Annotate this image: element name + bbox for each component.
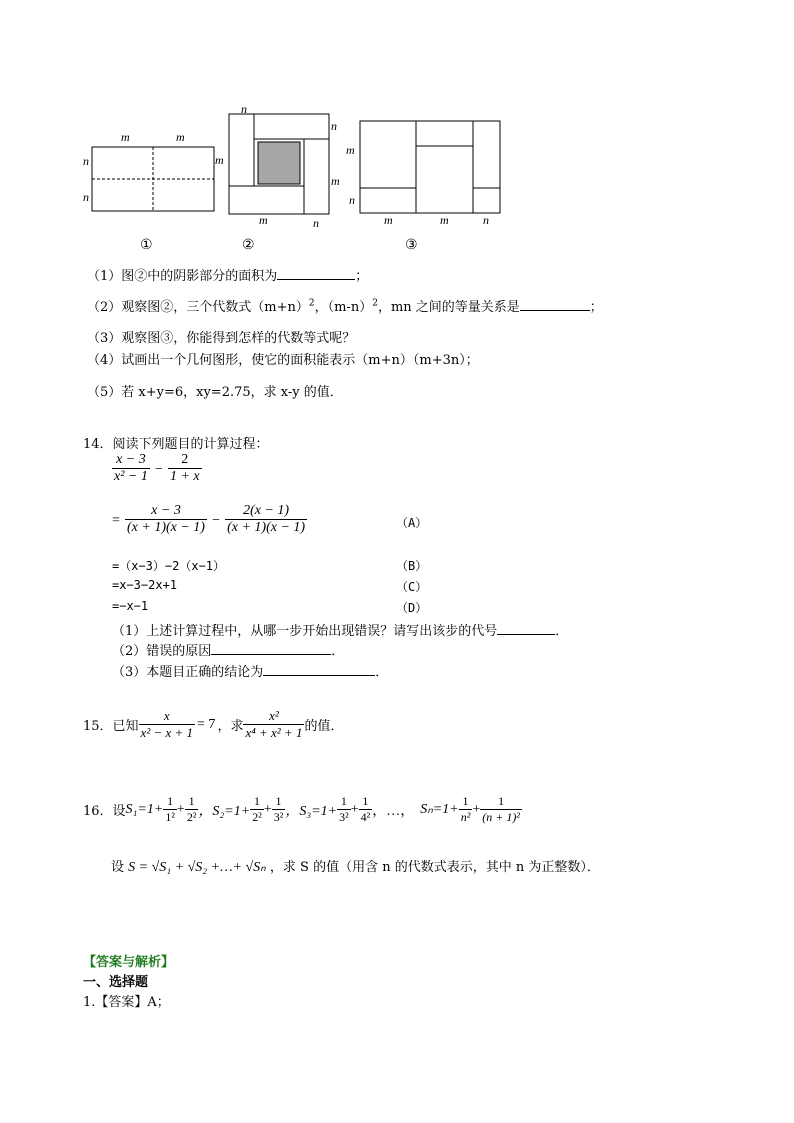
q13-part5: （5）若 x+y=6，xy=2.75，求 x-y 的值． (87, 385, 343, 400)
label-n: n (313, 216, 319, 230)
label-n: n (483, 213, 489, 227)
q14-sub1: （1）上述计算过程中，从哪一步开始出现错误？请写出该步的代号 ． (112, 624, 569, 639)
answers-section-title: 一、选择题 (83, 975, 149, 990)
q16-line1: 16．设 S₁=1+ $\frac{1}{\text{1²}}$ + $\frac{1}{\text{2²}}$ ，S₂=1+ $\frac{1}{\text{2²}}$ + $\frac{1}{\text{3²}}$ ，S₃=1+ $\frac{1}{\text{3²}}$ + $\frac{1}{\text{4²}}$ ，…， Sₙ=1+ $\frac{1}{\text{n²}}$ + $\frac{1}{\text{(n + 1)²}}$ (83, 794, 520, 824)
figure-caption-3: ③ (405, 237, 418, 253)
label-m: m (440, 213, 449, 227)
q13-part1: （1）图②中的阴影部分的面积为 ； (87, 269, 369, 284)
answer-1: 1.【答案】A； (83, 995, 170, 1010)
label-m: m (215, 153, 224, 167)
step-label-a: （A） (396, 516, 428, 530)
q15: 15．已知 $\frac{x}{\text{x² − x + 1}}$ = 7 ，求 $\frac{\text{x²}}{\text{x⁴ + x² + 1}}$ 的值． (83, 708, 344, 740)
geometry-figures (70, 100, 530, 260)
q14-sub3: （3）本题目正确的结论为 ． (112, 665, 389, 680)
step-label-d: （D） (396, 601, 428, 615)
q14-step-c: =x−3−2x+1 (112, 578, 178, 592)
step-label-b: （B） (396, 559, 428, 573)
figure-3 (360, 121, 500, 213)
label-m: m (121, 130, 130, 144)
fraction: $\frac{x - 3}{\text{x² − 1}}$ (114, 452, 148, 484)
label-m: m (384, 213, 393, 227)
label-n: n (331, 119, 337, 133)
figure-caption-2: ② (242, 237, 255, 253)
fraction: $\frac{x}{\text{x² − x + 1}}$ (140, 708, 194, 740)
figure-1 (92, 147, 214, 211)
answers-header: 【答案与解析】 (83, 955, 175, 970)
q14-sub2: （2）错误的原因 ． (112, 644, 345, 659)
q13-part3: （3）观察图③，你能得到怎样的代数等式呢？ (87, 331, 356, 346)
fraction: $\frac{\text{x²}}{\text{x⁴ + x² + 1}}$ (245, 708, 303, 740)
q13-part2: （2）观察图②，三个代数式$(m+n)^2$，$(m-n)^2$，mn 之间的等量关系是 ； (87, 298, 603, 315)
q14-step-b: =（x−3）−2（x−1） (112, 559, 226, 573)
label-n: n (83, 154, 89, 168)
fraction: $\frac{x - 3}{(x + 1)(x - 1)}$ (127, 503, 205, 535)
fraction: $\frac{2(x - 1)}{(x + 1)(x - 1)}$ (227, 503, 306, 535)
label-n: n (349, 193, 355, 207)
label-m: m (346, 143, 355, 157)
label-n: n (83, 190, 89, 204)
q14-expression: $\frac{x - 3}{\text{x² − 1}}$ − $\frac{2}{1 + x}$ (114, 452, 200, 484)
fraction: $\frac{2}{1 + x}$ (169, 452, 200, 484)
label-m: m (259, 213, 268, 227)
q14-step-a: = $\frac{x - 3}{(x + 1)(x - 1)}$ − $\frac{2(x - 1)}{(x + 1)(x - 1)}$ (112, 503, 306, 535)
q16-line2: 设 S = √S₁ + √S₂ +…+ √Sₙ ，求 S 的值（用含 n 的代数式表示，其中 n 为正整数）． (111, 860, 600, 875)
step-label-c: （C） (396, 580, 428, 594)
label-m: m (331, 174, 340, 188)
figure-caption-1: ① (140, 237, 153, 253)
q13-part4: （4）试画出一个几何图形，使它的面积能表示（m+n）（m+3n）； (87, 353, 479, 368)
label-n: n (241, 102, 247, 116)
q14-step-d: =−x−1 (112, 599, 149, 613)
figure-2 (229, 114, 329, 214)
label-m: m (176, 130, 185, 144)
q14-title: 14．阅读下列题目的计算过程： (83, 437, 269, 452)
